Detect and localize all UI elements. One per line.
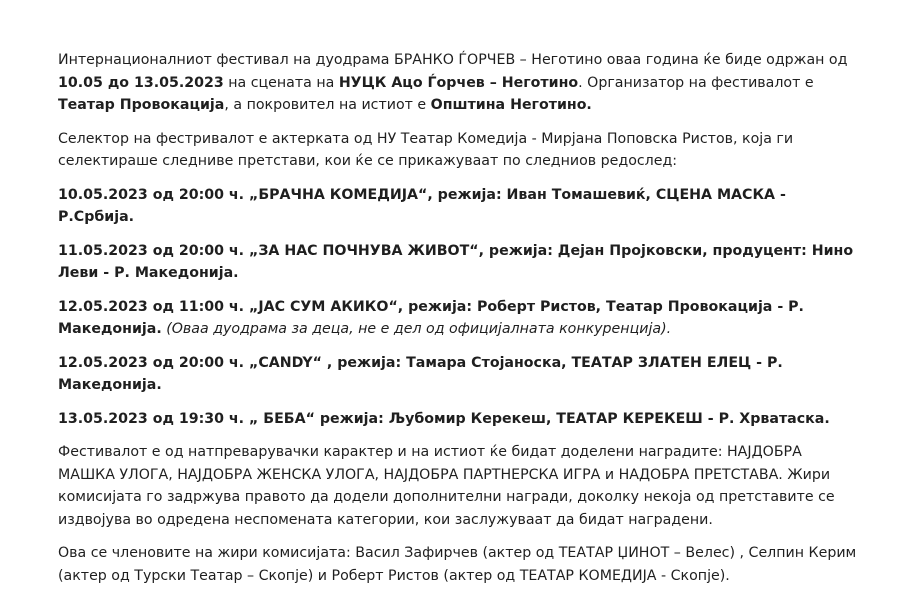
intro-text-4: , а покровител на истиот е [224,97,431,113]
schedule-item-5 [58,408,858,431]
jury-paragraph: Ова се членовите на жири комисијата: Васил Зафирчев (актер од ТЕАТАР ЏИНОТ – Велес) , Селпин Керим (актер од Турски Театар – Скопје) и Роберт Ристов (актер од ТЕАТАР КОМЕДИЈА - Скопје). [58,545,857,584]
intro-text-3: . Организатор на фестивалот е [578,74,814,91]
schedule-item-5-text: 13.05.2023 од 19:30 ч. „ БЕБА“ режија: Љубомир Керекеш, ТЕАТАР КЕРЕКЕШ - Р. Хрватаска. [58,410,830,427]
schedule-item-4 [58,352,858,397]
festival-organizer: Театар Провокација [58,97,225,113]
awards-paragraph: Фестивалот е од натпреварувачки карактер и на истиот ќе бидат доделени наградите: НАЈДОБРА МАШКА УЛОГА, НАЈДОБРА ЖЕНСКА УЛОГА, НАЈДОБРА ПАРТНЕРСКА ИГРА и НАДОБРА ПРЕТСТАВА. Жири комисијата го задржува правото да додели дополнителни награди, доколку некоја од претставите се издвојува во одредена неспомената категории, кои заслужуваат да бидат наградени. [58,444,835,528]
intro-text-2: на сцената на [223,74,339,91]
schedule-item-1-text: 10.05.2023 од 20:00 ч. „БРАЧНА КОМЕДИЈА“, режија: Иван Томашевиќ, СЦЕНА МАСКА - Р.Србија. [58,186,786,225]
festival-venue: НУЦК Ацо Ѓорчев – Неготино [338,74,579,91]
selector-paragraph: Селектор на фестривалот е актерката од НУ Театар Комедија - Мирјана Поповска Ристов, која ги селектираше следниве претстави, кои ќе се прикажуваат по следниов редослед: [58,130,794,169]
intro-text-1: Интернационалниот фестивал на дуодрама БРАНКО ЃОРЧЕВ – Неготино оваа година ќе биде одржан од [58,52,848,68]
intro-paragraph [58,49,858,117]
schedule-item-1 [58,184,858,229]
schedule-item-3 [58,296,858,341]
festival-sponsor: Општина Неготино. [430,97,592,113]
festival-dates: 10.05 до 13.05.2023 [58,74,224,91]
schedule-item-3-note: (Оваа дуодрама за деца, не е дел од официјалната конкуренција). [161,321,672,337]
schedule-item-2-text: 11.05.2023 од 20:00 ч. „ЗА НАС ПОЧНУВА ЖИВОТ“, режија: Дејан Пројковски, продуцент: Нино Леви - Р. Македонија. [58,242,854,281]
document-body [58,49,858,598]
schedule-item-3-text: 12.05.2023 од 11:00 ч. „ЈАС СУМ АКИКО“, режија: Роберт Ристов, Театар Провокација - Р. Македонија. [58,298,804,337]
schedule-item-2 [58,240,858,285]
schedule-item-4-text: 12.05.2023 од 20:00 ч. „CANDY“ , режија: Тамара Стојаноска, ТЕАТАР ЗЛАТЕН ЕЛЕЦ - Р. Македонија. [58,354,783,393]
